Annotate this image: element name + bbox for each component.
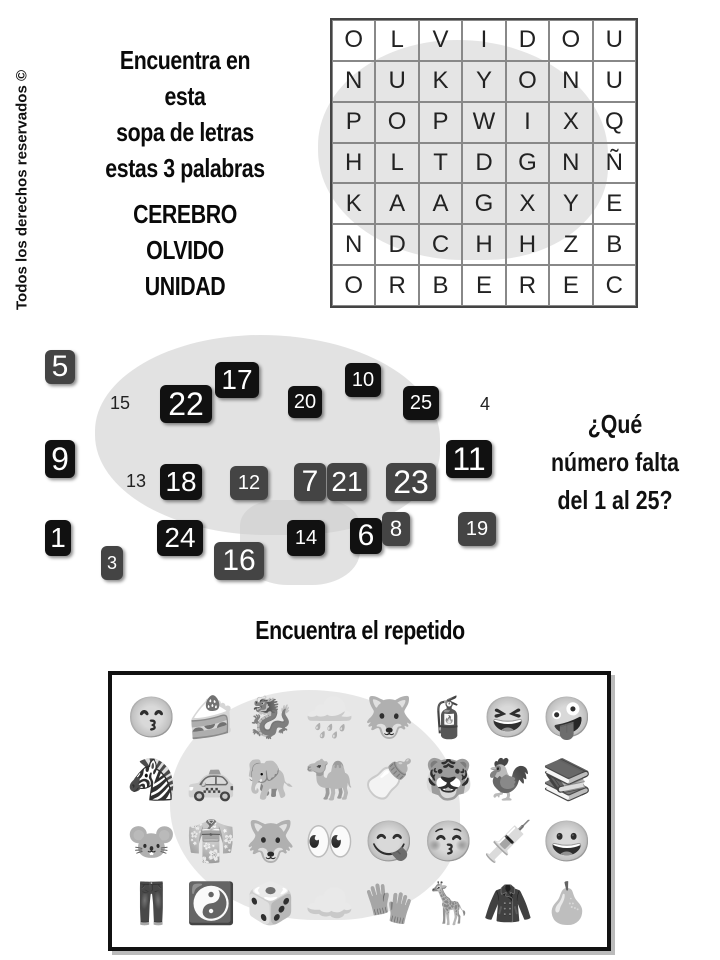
letter-cell[interactable]: O <box>506 61 549 102</box>
emoji-item[interactable]: 😋 <box>364 820 415 864</box>
letter-cell[interactable]: L <box>375 143 418 184</box>
letter-cell[interactable]: D <box>375 224 418 265</box>
number-tile: 23 <box>386 463 436 501</box>
emoji-item[interactable]: 🐉 <box>245 696 296 740</box>
emoji-item[interactable]: 🤪 <box>542 696 593 740</box>
letter-cell[interactable]: E <box>593 183 636 224</box>
number-tile: 16 <box>214 542 264 580</box>
letter-cell[interactable]: N <box>549 143 592 184</box>
letter-cell[interactable]: I <box>506 102 549 143</box>
emoji-item[interactable]: 🐺 <box>245 820 296 864</box>
letter-cell[interactable]: E <box>549 265 592 306</box>
letter-cell[interactable]: D <box>462 143 505 184</box>
letter-cell[interactable]: R <box>506 265 549 306</box>
number-tile: 21 <box>327 463 367 501</box>
emoji-item[interactable]: 😙 <box>126 696 177 740</box>
number-tile: 1 <box>45 520 71 556</box>
word-item: CEREBRO <box>133 199 237 229</box>
letter-cell[interactable]: Y <box>462 61 505 102</box>
emoji-item[interactable]: 🦓 <box>126 758 177 802</box>
letter-cell[interactable]: U <box>375 61 418 102</box>
emoji-item[interactable]: 🧤 <box>364 882 415 926</box>
letter-cell[interactable]: R <box>375 265 418 306</box>
emoji-item[interactable]: 📚 <box>542 758 593 802</box>
emoji-item[interactable]: 🍰 <box>186 696 236 740</box>
number-tile: 20 <box>288 386 322 418</box>
emoji-item[interactable]: 😆 <box>483 696 533 740</box>
number-tile: 8 <box>382 512 410 546</box>
number-tile: 9 <box>45 440 75 478</box>
emoji-item[interactable]: 🐓 <box>483 758 533 802</box>
number-tile: 17 <box>215 362 259 398</box>
number-tile: 7 <box>294 463 326 501</box>
emoji-item[interactable]: 🧯 <box>423 696 474 740</box>
number-tile: 10 <box>345 363 381 397</box>
letter-cell[interactable]: H <box>506 224 549 265</box>
letter-cell[interactable]: B <box>593 224 636 265</box>
emoji-item[interactable]: ☯️ <box>186 882 236 926</box>
emoji-item[interactable]: 💉 <box>483 820 533 864</box>
emoji-item[interactable]: 🧥 <box>483 882 533 926</box>
instruction-line: Encuentra en esta <box>119 45 251 111</box>
instruction-line: sopa de letras <box>116 117 254 147</box>
emoji-item[interactable]: 🍐 <box>542 882 593 926</box>
letter-cell[interactable]: P <box>332 102 375 143</box>
letter-cell[interactable]: N <box>549 61 592 102</box>
number-tile: 6 <box>350 518 382 554</box>
number-tile: 13 <box>125 471 147 491</box>
letter-cell[interactable]: C <box>419 224 462 265</box>
letter-cell[interactable]: B <box>419 265 462 306</box>
letter-cell[interactable]: E <box>462 265 505 306</box>
emoji-item[interactable]: 🐺 <box>364 696 415 740</box>
number-tile: 5 <box>45 350 75 384</box>
copyright-text: Todos los derechos reservados © <box>13 69 31 311</box>
emoji-item[interactable]: 🐯 <box>423 758 474 802</box>
letter-cell[interactable]: D <box>506 20 549 61</box>
number-tile: 4 <box>479 394 490 414</box>
letter-cell[interactable]: H <box>462 224 505 265</box>
letter-cell[interactable]: Q <box>593 102 636 143</box>
emoji-item[interactable]: 🐭 <box>126 820 177 864</box>
emoji-item[interactable]: 🐘 <box>245 758 296 802</box>
emoji-item[interactable]: 🐪 <box>304 758 355 802</box>
letter-cell[interactable]: U <box>593 20 636 61</box>
number-tile: 19 <box>458 512 496 546</box>
wordsearch-grid[interactable] <box>330 18 638 308</box>
letter-cell[interactable]: I <box>462 20 505 61</box>
emoji-item[interactable]: 🚕 <box>186 758 236 802</box>
emoji-item[interactable]: 🎲 <box>245 882 296 926</box>
letter-cell[interactable]: G <box>506 143 549 184</box>
question-line: ¿Qué <box>587 409 643 439</box>
emoji-item[interactable]: 👖 <box>126 882 177 926</box>
letter-cell[interactable]: O <box>549 20 592 61</box>
number-tile: 24 <box>157 520 203 556</box>
emoji-item[interactable]: 👀 <box>304 820 355 864</box>
letter-cell[interactable]: W <box>462 102 505 143</box>
letter-cell[interactable]: U <box>593 61 636 102</box>
letter-cell[interactable]: Ñ <box>593 143 636 184</box>
letter-cell[interactable]: K <box>332 183 375 224</box>
numbers-question <box>545 405 684 519</box>
letter-cell[interactable]: T <box>419 143 462 184</box>
emoji-item[interactable]: 👘 <box>186 820 236 864</box>
question-line: número falta <box>551 447 679 477</box>
letter-cell[interactable]: P <box>419 102 462 143</box>
number-tile: 3 <box>101 546 123 580</box>
emoji-item[interactable]: 🍼 <box>364 758 415 802</box>
number-tile: 14 <box>287 520 325 556</box>
word-list <box>99 196 271 304</box>
letter-cell[interactable]: H <box>332 143 375 184</box>
letter-cell[interactable]: A <box>419 183 462 224</box>
letter-cell[interactable]: Y <box>549 183 592 224</box>
letter-cell[interactable]: K <box>419 61 462 102</box>
emoji-item[interactable]: 🦒 <box>423 882 474 926</box>
question-line: del 1 al 25? <box>557 485 673 515</box>
number-tile: 15 <box>109 393 131 413</box>
word-item: OLVIDO <box>146 235 224 265</box>
emoji-item[interactable]: ☁️ <box>304 882 355 926</box>
emoji-item[interactable]: 😀 <box>542 820 593 864</box>
number-tile: 12 <box>230 466 268 500</box>
letter-cell[interactable]: O <box>332 20 375 61</box>
word-item: UNIDAD <box>144 271 226 301</box>
letter-cell[interactable]: O <box>332 265 375 306</box>
emoji-item[interactable]: 😚 <box>423 820 474 864</box>
wordsearch-instruction <box>99 42 271 186</box>
letter-cell[interactable]: N <box>332 61 375 102</box>
repeated-title: Encuentra el repetido <box>255 615 465 645</box>
letter-cell[interactable]: X <box>549 102 592 143</box>
letter-cell[interactable]: C <box>593 265 636 306</box>
number-tile: 25 <box>403 386 439 420</box>
letter-cell[interactable]: X <box>506 183 549 224</box>
number-tile: 11 <box>446 440 492 478</box>
letter-cell[interactable]: A <box>375 183 418 224</box>
letter-cell[interactable]: O <box>375 102 418 143</box>
emoji-item[interactable]: 🌧️ <box>304 696 355 740</box>
instruction-line: estas 3 palabras <box>105 153 265 183</box>
emoji-grid <box>108 671 611 951</box>
letter-cell[interactable]: Z <box>549 224 592 265</box>
letter-cell[interactable]: N <box>332 224 375 265</box>
number-tile: 22 <box>160 385 212 423</box>
letter-cell[interactable]: G <box>462 183 505 224</box>
letter-cell[interactable]: L <box>375 20 418 61</box>
number-tile: 18 <box>160 464 202 500</box>
letter-cell[interactable]: V <box>419 20 462 61</box>
